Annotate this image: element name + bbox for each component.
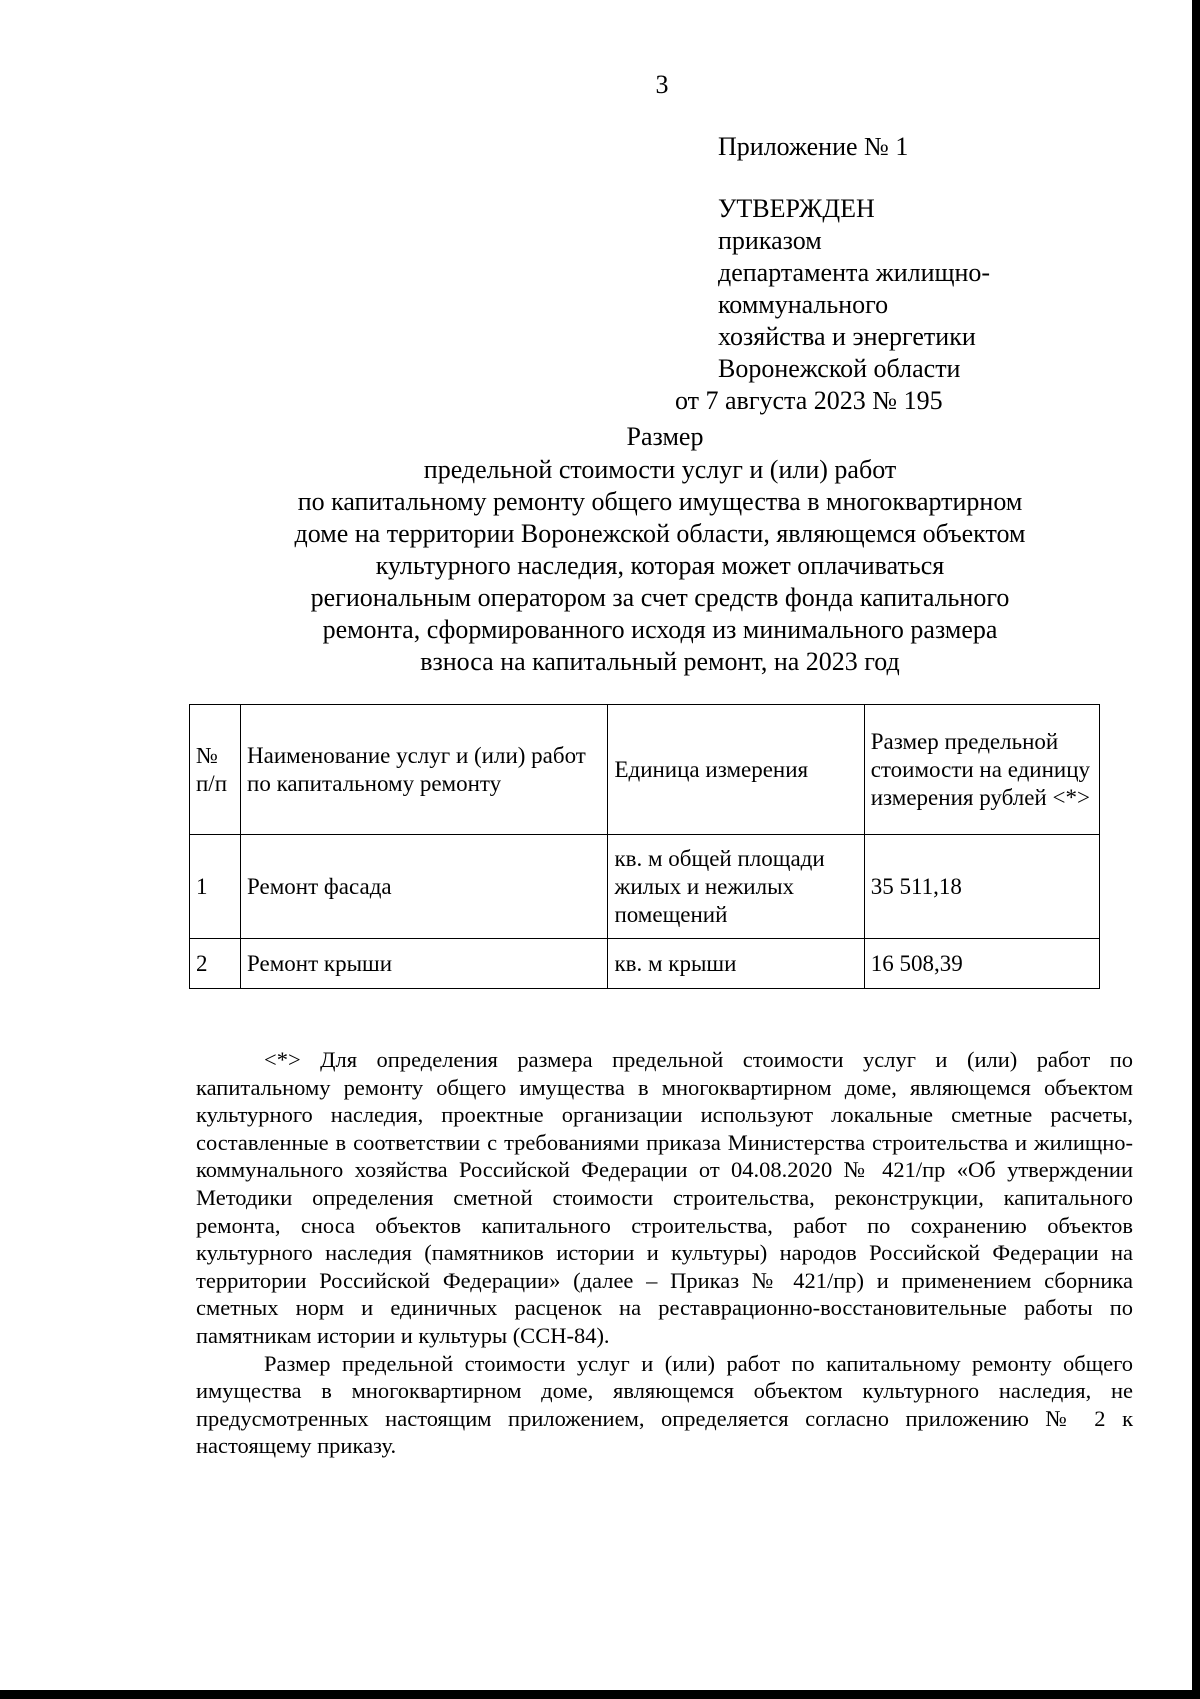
table-row — [190, 835, 1100, 939]
table-row — [190, 939, 1100, 989]
approval-line: Воронежской области — [718, 354, 961, 383]
heading-line: предельной стоимости услуг и (или) работ — [423, 455, 897, 484]
approval-block — [675, 193, 991, 417]
approval-date: от 7 августа 2023 № 195 — [675, 386, 943, 415]
cost-table — [189, 704, 1100, 989]
approval-line: департамента жилищно- — [718, 258, 991, 287]
appendix-label: Приложение № 1 — [718, 132, 909, 161]
cell-cost: 16 508,39 — [864, 939, 1099, 989]
footnote-paragraph: Размер предельной стоимости услуг и (или) работ по капитальному ремонту общего имущества в многоквартирном доме, являющемся объектом культурного наследия, не предусмотренных настоящим приложением, определяется согласно приложению № 2 к настоящему приказу. — [196, 1350, 1133, 1459]
footnotes — [196, 1046, 1133, 1460]
cell-number: 1 — [190, 835, 241, 939]
heading-line: ремонта, сформированного исходя из минимального размера — [322, 615, 998, 644]
cell-number: 2 — [190, 939, 241, 989]
footnote-paragraph: <*> Для определения размера предельной стоимости услуг и (или) работ по капитальному ремонту общего имущества в многоквартирном доме, являющемся объектом культурного наследия, проектные организации используют локальные сметные расчеты, составленные в соответствии с требованиями приказа Министерства строительства и жилищно-коммунального хозяйства Российской Федерации от 04.08.2020 № 421/пр «Об утверждении Методики определения сметной стоимости строительства, реконструкции, капитального ремонта, сноса объектов капитального строительства, работ по сохранению объектов культурного наследия (памятников истории и культуры) народов Российской Федерации на территории Российской Федерации» (далее – Приказ № 421/пр) и применением сборника сметных норм и единичных расценок на реставрационно-восстановительные работы по памятникам истории и культуры (ССН-84). — [196, 1047, 1133, 1348]
header-unit: Единица измерения — [608, 705, 864, 835]
cell-service-name: Ремонт крыши — [241, 939, 608, 989]
cell-cost: 35 511,18 — [864, 835, 1099, 939]
heading-line: взноса на капитальный ремонт, на 2023 год — [420, 647, 900, 676]
approval-line: хозяйства и энергетики — [718, 322, 976, 351]
cell-unit: кв. м общей площади жилых и нежилых помещений — [608, 835, 864, 939]
document-heading — [200, 454, 1120, 678]
approval-line: УТВЕРЖДЕН — [718, 194, 875, 223]
cell-service-name: Ремонт фасада — [241, 835, 608, 939]
heading-line: по капитальному ремонту общего имущества в многоквартирном — [297, 487, 1023, 516]
header-service-name: Наименование услуг и (или) работ по капитальному ремонту — [241, 705, 608, 835]
heading-line: культурного наследия, которая может оплачиваться — [375, 551, 945, 580]
table-header-row — [190, 705, 1100, 835]
cell-unit: кв. м крыши — [608, 939, 864, 989]
heading-line: доме на территории Воронежской области, являющемся объектом — [294, 519, 1026, 548]
heading-title: Размер — [626, 422, 704, 451]
approval-line: коммунального — [718, 290, 889, 319]
heading-line: региональным оператором за счет средств фонда капитального — [310, 583, 1010, 612]
approval-line: приказом — [718, 226, 822, 255]
page-number: 3 — [655, 70, 669, 99]
header-number: № п/п — [190, 705, 241, 835]
header-cost: Размер предельной стоимости на единицу измерения рублей <*> — [864, 705, 1099, 835]
